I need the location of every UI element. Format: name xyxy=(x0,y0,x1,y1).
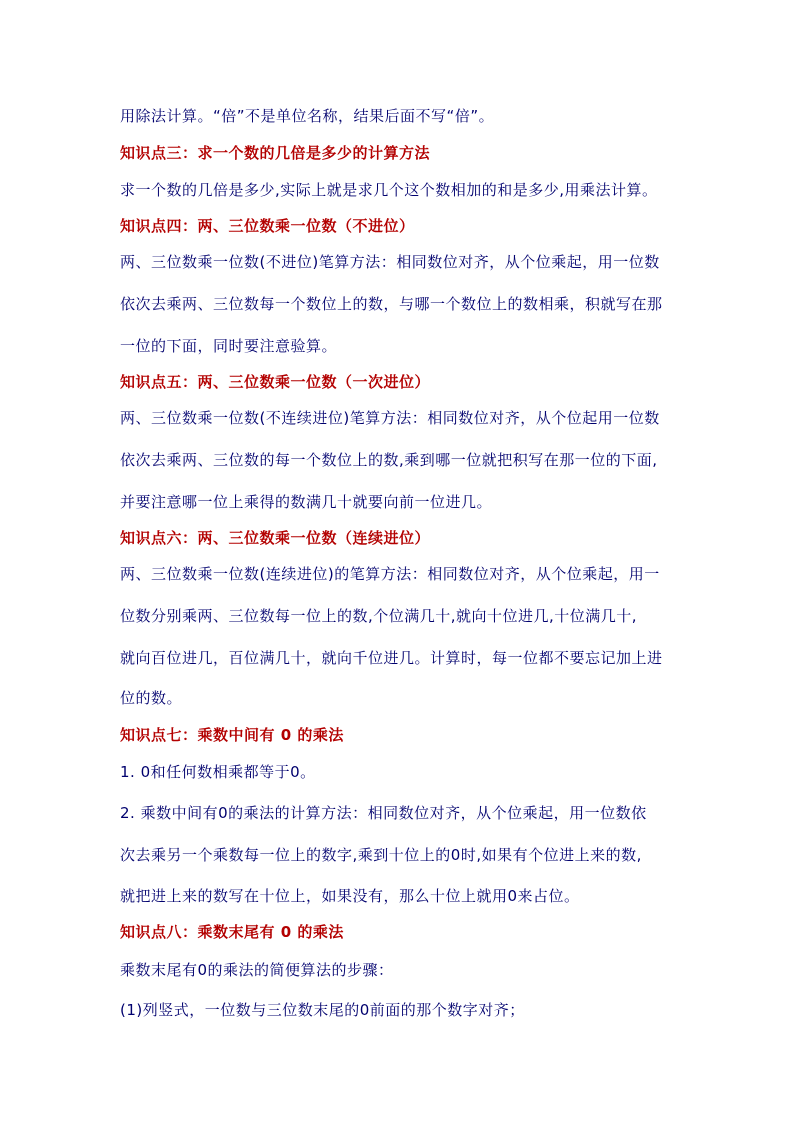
text-line: 位数分别乘两、三位数每一位上的数,个位满几十,就向十位进几,十位满几十, xyxy=(120,607,638,625)
text-line: 依次去乘两、三位数的每一个数位上的数,乘到哪一位就把积写在那一位的下面, xyxy=(120,451,658,469)
section-heading: 知识点八：乘数末尾有 0 的乘法 xyxy=(120,923,344,941)
text-line: 用除法计算。“倍”不是单位名称，结果后面不写“倍”。 xyxy=(120,107,495,125)
section-heading: 知识点四：两、三位数乘一位数（不进位） xyxy=(120,217,415,235)
text-line: 位的数。 xyxy=(120,689,183,707)
section-heading: 知识点三：求一个数的几倍是多少的计算方法 xyxy=(120,144,431,162)
text-line: 1. 0和任何数相乘都等于0。 xyxy=(120,763,316,781)
text-line: 乘数末尾有0的乘法的简便算法的步骤： xyxy=(120,961,394,979)
text-line: 依次去乘两、三位数每一个数位上的数，与哪一个数位上的数相乘，积就写在那 xyxy=(120,295,663,313)
text-line: 两、三位数乘一位数(不连续进位)笔算方法：相同数位对齐，从个位起用一位数 xyxy=(120,409,660,427)
text-line: (1)列竖式，一位数与三位数末尾的0前面的那个数字对齐； xyxy=(120,1001,525,1019)
text-line: 一位的下面，同时要注意验算。 xyxy=(120,337,338,355)
text-line: 两、三位数乘一位数(不进位)笔算方法：相同数位对齐，从个位乘起，用一位数 xyxy=(120,253,660,271)
text-line: 次去乘另一个乘数每一位上的数字,乘到十位上的0时,如果有个位进上来的数, xyxy=(120,846,642,864)
text-line: 就把进上来的数写在十位上，如果没有，那么十位上就用0来占位。 xyxy=(120,887,580,905)
text-line: 两、三位数乘一位数(连续进位)的笔算方法：相同数位对齐，从个位乘起，用一 xyxy=(120,565,660,583)
text-line: 求一个数的几倍是多少,实际上就是求几个这个数相加的和是多少,用乘法计算。 xyxy=(120,181,658,199)
section-heading: 知识点六：两、三位数乘一位数（连续进位） xyxy=(120,529,431,547)
section-heading: 知识点五：两、三位数乘一位数（一次进位） xyxy=(120,373,431,391)
text-line: 就向百位进几，百位满几十，就向千位进几。计算时，每一位都不要忘记加上进 xyxy=(120,649,663,667)
section-heading: 知识点七：乘数中间有 0 的乘法 xyxy=(120,726,344,744)
text-line: 并要注意哪一位上乘得的数满几十就要向前一位进几。 xyxy=(120,493,493,511)
text-line: 2. 乘数中间有0的乘法的计算方法：相同数位对齐，从个位乘起，用一位数依 xyxy=(120,804,647,822)
